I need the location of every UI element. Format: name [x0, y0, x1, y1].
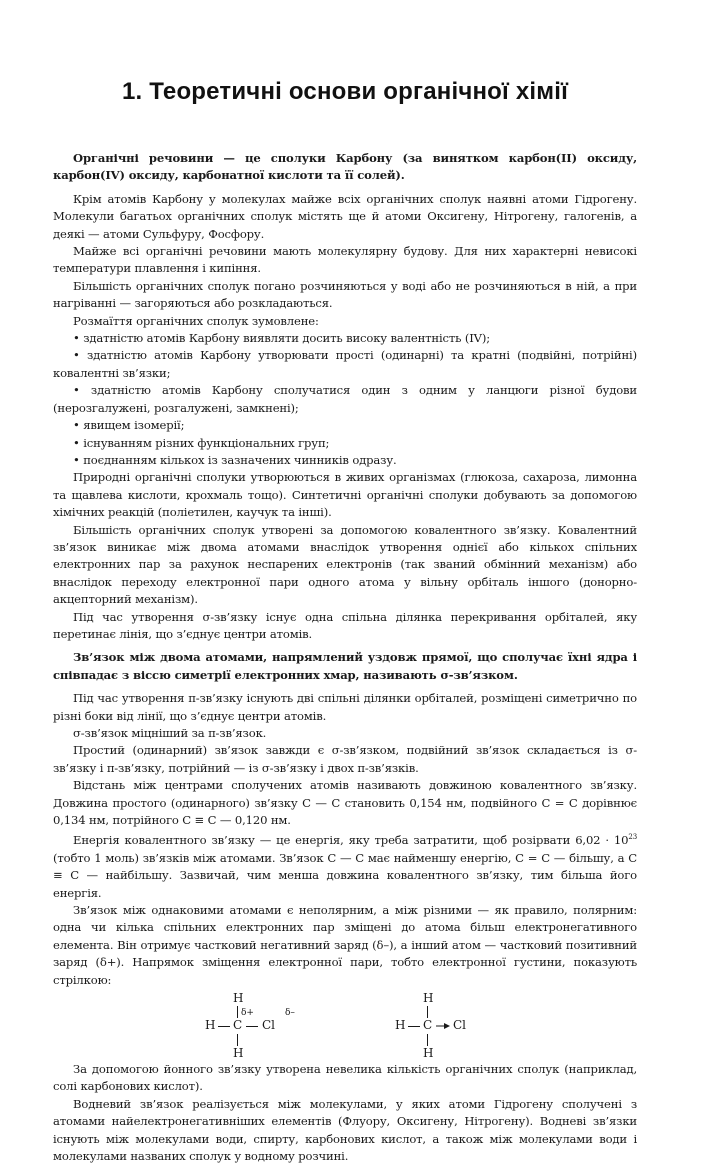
paragraph: Більшість органічних сполук утворені за допомогою ковалентного зв’язку. Ковалентний зв’язок виникає між двома атомами внаслідок утворення однієї або кількох спільних електронних пар за рахунок неспарених електронів (так званий обмінний механізм) або внаслідок переходу електронної пари одного атома у вільну орбіталь іншого (донорно-акцепторний механізм). — [53, 522, 637, 607]
paragraph: Крім атомів Карбону у молекулах майже всіх органічних сполук наявні атоми Гідрогену. Молекули багатьох органічних сполук містять ще й атоми Оксигену, Нітрогену, галогенів, а деякі — атоми Сульфуру, Фосфору. — [53, 191, 637, 241]
paragraph: Майже всі органічні речовини мають молекулярну будову. Для них характерні невисокі температури плавлення і кипіння. — [53, 244, 637, 276]
bullet-item: • здатністю атомів Карбону сполучатися один з одним у ланцюги різної будови (нерозгалужені, розгалужені, замкнені); — [53, 383, 637, 415]
delta-minus-label: δ– — [285, 1007, 295, 1018]
atom-h-top: H — [423, 990, 434, 1005]
text: Енергія ковалентного зв’язку — це енергія, яку треба затратити, щоб розірвати 6,02 · 10 — [73, 833, 629, 848]
bond-line — [218, 1026, 230, 1027]
bullet-item: • явищем ізомерії; — [73, 418, 185, 433]
paragraph: Природні органічні сполуки утворюються в живих організмах (глюкоза, сахароза, лимонна та щавлева кислоти, крохмаль тощо). Синтетичні органічні сполуки добувають за допомогою хімічних реакцій (поліетилен, каучук та інші). — [53, 470, 637, 520]
paragraph: Розмаїття органічних сполук зумовлене: — [73, 313, 319, 328]
text: (тобто 1 моль) зв’язків між атомами. Зв’язок C — C має найменшу енергію, C = C — більшу, а C ≡ C — найбільшу. Зазвичай, чим менша довжина ковалентного зв’язку, тим більша його енергія. — [53, 850, 637, 900]
bullet-item: • існуванням різних функціональних груп; — [73, 435, 330, 450]
delta-plus-label: δ+ — [241, 1007, 254, 1018]
atom-c: C — [423, 1017, 433, 1032]
page-title: 1. Теоретичні основи органічної хімії — [121, 78, 569, 105]
paragraph: Під час утворення σ-зв’язку існує одна спільна ділянка перекривання орбіталей, яку перетинає лінія, що з’єднує центри атомів. — [53, 609, 637, 641]
paragraph: σ-зв’язок міцніший за π-зв’язок. — [73, 726, 267, 740]
bond-line — [427, 1034, 428, 1046]
definition-sigma-bond: Зв’язок між двома атомами, напрямлений уздовж прямої, що сполучає їхні ядра і співпадає з віссю симетрії електронних хмар, називають σ-зв’язком. — [53, 650, 637, 682]
paragraph: За допомогою йонного зв’язку утворена невелика кількість органічних сполук (наприклад, солі карбонових кислот). — [53, 1061, 637, 1094]
paragraph: Простий (одинарний) зв’язок завжди є σ-зв’язком, подвійний зв’язок складається із σ-зв’язку і π-зв’язку, потрійний — із σ-зв’язку і двох π-зв’язків. — [53, 743, 637, 775]
definition-organic-substances: Органічні речовини — це сполуки Карбону (за винятком карбон(II) оксиду, карбон(IV) оксиду, карбонатної кислоти та її солей). — [53, 151, 637, 183]
bullet-item: • поєднанням кількох із зазначених чинників одразу. — [73, 452, 397, 467]
paragraph: Під час утворення π-зв’язку існують дві спільні ділянки орбіталей, розміщені симетрично по різні боки від лінії, що з’єднує центри атомів. — [53, 691, 637, 723]
bullet-item: • здатністю атомів Карбону виявляти досить високу валентність (IV); — [73, 331, 491, 346]
paragraph: Зв’язок між однаковими атомами є неполярним, а між різними — як правило, полярним: одна чи кілька спільних електронних пар зміщені до атома більш електронегативного елемента. Він отримує частковий негативний заряд (δ–), а інший атом — частковий позитивний заряд (δ+). Напрямок зміщення електронної пари, тобто електронної густини, показують стрілкою: — [53, 902, 637, 987]
atom-cl: Cl — [453, 1017, 467, 1032]
atom-h-bottom: H — [233, 1045, 244, 1060]
bond-line — [408, 1026, 420, 1027]
paragraph: Водневий зв’язок реалізується між молекулами, у яких атоми Гідрогену сполучені з атомами найелектронегативніших елементів (Флуору, Оксигену, Нітрогену). Водневі зв’язки існують між молекулами води, спирту, карбонових кислот, а також між молекулами води і молекулами названих сполук у водному розчині. — [53, 1096, 637, 1163]
bond-line — [237, 1034, 238, 1046]
bond-line — [427, 1006, 428, 1018]
document-page — [53, 0, 637, 1165]
bond-line — [237, 1006, 238, 1018]
atom-h-bottom: H — [423, 1045, 434, 1060]
bullet-item: • здатністю атомів Карбону утворювати прості (одинарні) та кратні (подвійні, потрійні) ковалентні зв’язки; — [53, 348, 637, 380]
atom-c: C — [233, 1017, 243, 1032]
atom-cl: Cl — [262, 1017, 276, 1032]
superscript: 23 — [628, 833, 637, 842]
bond-line — [246, 1026, 258, 1027]
atom-h-left: H — [395, 1017, 406, 1032]
paragraph — [53, 829, 637, 901]
paragraph: Більшість органічних сполук погано розчиняються у воді або не розчиняються в ній, а при нагріванні — загоряються або розкладаються. — [53, 278, 637, 311]
atom-h-top: H — [233, 990, 244, 1005]
paragraph: Відстань між центрами сполучених атомів називають довжиною ковалентного зв’язку. Довжина простого (одинарного) зв’язку C — C становить 0,154 нм, подвійного C = C дорівнює 0,134 нм, потрійного C ≡ C — 0,120 нм. — [53, 778, 637, 828]
atom-h-left: H — [205, 1017, 216, 1032]
arrow-icon — [435, 1021, 451, 1031]
